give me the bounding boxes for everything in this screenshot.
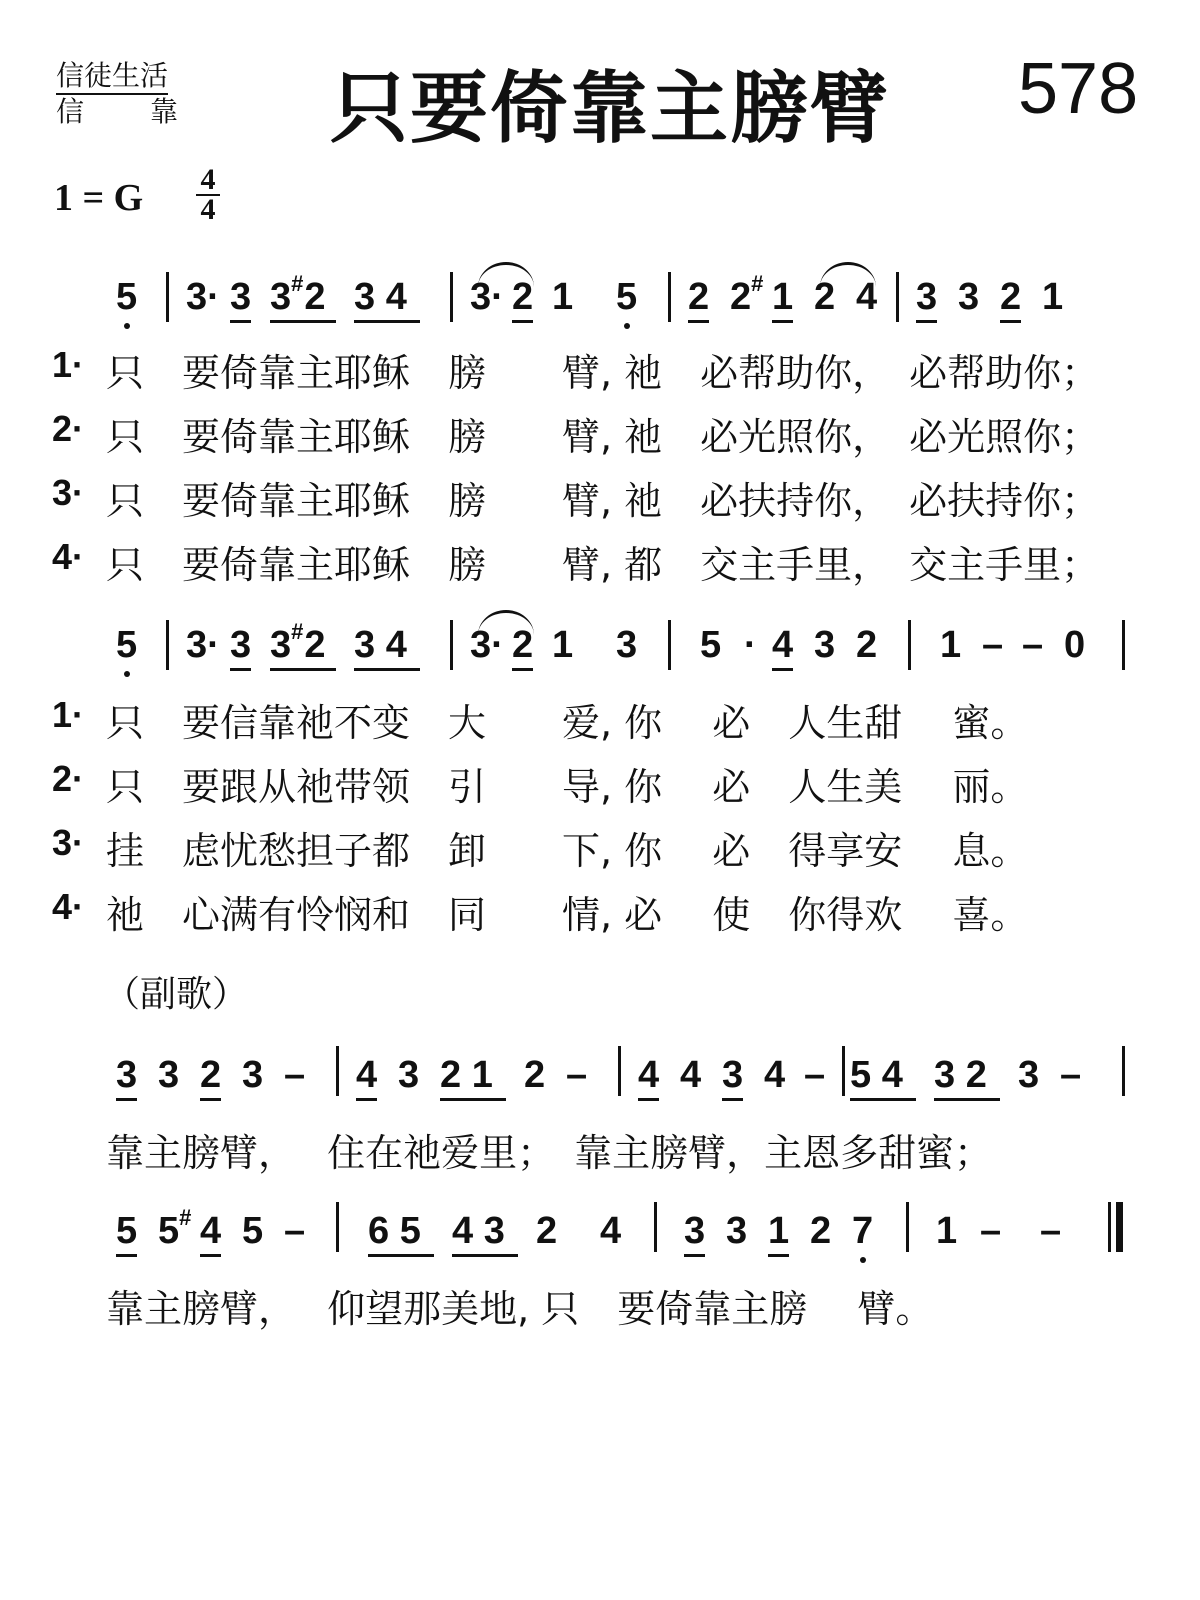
- barline: [618, 1046, 621, 1096]
- verse-number: 1·: [52, 694, 85, 735]
- notation-row-1: [0, 271, 1200, 336]
- note: 3: [398, 1054, 420, 1096]
- note-group: 3 2: [934, 1054, 1000, 1101]
- augmentation-dot: ·: [744, 624, 757, 666]
- verse-2-line-2: 只 要跟从祂带领 引 导, 你 必 人生美 丽。: [106, 765, 1029, 809]
- barline: [166, 272, 169, 322]
- dash: –: [1060, 1054, 1082, 1096]
- barline: [450, 272, 453, 322]
- refrain-lyric-2: 靠主膀臂， 仰望那美地, 只 要倚靠主膀 臂。: [106, 1287, 934, 1331]
- barline: [336, 1202, 339, 1252]
- hymn-title: 只要倚靠主膀臂: [330, 64, 891, 154]
- verse-3-line-2: 挂 虑忧愁担子都 卸 下, 你 必 得享安 息。: [106, 829, 1029, 873]
- note: 4: [600, 1210, 622, 1252]
- subcategory-char-2: 靠: [149, 95, 178, 128]
- dash: –: [980, 1210, 1002, 1252]
- barline: [668, 272, 671, 322]
- note: 3: [158, 1054, 180, 1096]
- verse-number: 3·: [52, 822, 85, 863]
- note: 3: [958, 276, 980, 318]
- note: 3: [722, 1054, 743, 1101]
- notation-row-2: [0, 619, 1200, 684]
- note: 4: [200, 1210, 221, 1257]
- note-dotted: 3·: [186, 624, 220, 666]
- note-group: 6 5: [368, 1210, 434, 1257]
- slur: [478, 610, 534, 635]
- note: 4: [680, 1054, 702, 1096]
- note: 2: [524, 1054, 546, 1096]
- time-signature-top: 4: [196, 166, 220, 196]
- category-label: 信徒生活: [56, 60, 168, 95]
- note: 5: [616, 276, 638, 318]
- note: 1: [772, 276, 793, 323]
- note: 5: [116, 276, 138, 318]
- note-group: 5 4: [850, 1054, 916, 1101]
- barline: [166, 620, 169, 670]
- slur: [478, 262, 534, 287]
- note: 1: [552, 624, 574, 666]
- barline: [450, 620, 453, 670]
- dash: –: [1022, 624, 1044, 666]
- note: 3: [616, 624, 638, 666]
- note: 5: [116, 1210, 137, 1257]
- note: 4: [764, 1054, 786, 1096]
- note: 3: [116, 1054, 137, 1101]
- note: 2: [512, 624, 533, 671]
- dash: –: [566, 1054, 588, 1096]
- dash: –: [284, 1054, 306, 1096]
- note: 3: [916, 276, 937, 323]
- verse-3-line-1: 只 要倚靠主耶稣 膀 臂, 祂 必扶持你， 必扶持你；: [106, 479, 1100, 523]
- verse-4-line-1: 只 要倚靠主耶稣 膀 臂, 都 交主手里， 交主手里；: [106, 543, 1100, 587]
- verse-2-line-1: 只 要倚靠主耶稣 膀 臂, 祂 必光照你， 必光照你；: [106, 415, 1100, 459]
- note: 5: [116, 624, 138, 666]
- barline: [654, 1202, 657, 1252]
- verse-number: 1·: [52, 344, 85, 385]
- note: 2: [1000, 276, 1021, 323]
- verse-number: 4·: [52, 886, 85, 927]
- barline: [668, 620, 671, 670]
- key-signature: 1 = G: [54, 177, 144, 219]
- dash: –: [982, 624, 1004, 666]
- note: 1: [552, 276, 574, 318]
- note: 1: [940, 624, 962, 666]
- note-group: 2#: [730, 271, 764, 318]
- refrain-lyric-1: 靠主膀臂， 住在祂爱里； 靠主膀臂，主恩多甜蜜；: [106, 1131, 993, 1175]
- note-group: 2 1: [440, 1054, 506, 1101]
- note: 7: [852, 1210, 874, 1252]
- subcategory-label: [56, 96, 178, 128]
- barline: [336, 1046, 339, 1096]
- refrain-label: （副歌）: [104, 974, 249, 1015]
- note: 2: [856, 624, 878, 666]
- barline: [908, 620, 911, 670]
- note: 3: [230, 624, 251, 671]
- note: 2: [814, 276, 836, 318]
- time-signature: [196, 163, 220, 226]
- note: 5: [242, 1210, 264, 1252]
- note: 2: [512, 276, 533, 323]
- verse-number: 2·: [52, 408, 85, 449]
- dash: –: [804, 1054, 826, 1096]
- note: 4: [856, 276, 878, 318]
- slur: [820, 262, 876, 287]
- verse-4-line-2: 祂 心满有怜悯和 同 情, 必 使 你得欢 喜。: [106, 893, 1029, 937]
- note-dotted: 3·: [470, 276, 504, 318]
- note-group: 3 4: [354, 276, 420, 323]
- note-group: 3#2: [270, 624, 336, 671]
- final-barline-thick: [1116, 1202, 1123, 1252]
- note-group: 4 3: [452, 1210, 518, 1257]
- note-group: 3 4: [354, 624, 420, 671]
- barline: [896, 272, 899, 322]
- verse-number: 4·: [52, 536, 85, 577]
- final-barline-thin: [1108, 1202, 1111, 1252]
- note: 2: [536, 1210, 558, 1252]
- note-dotted: 3·: [186, 276, 220, 318]
- barline: [1122, 620, 1125, 670]
- note: 4: [772, 624, 793, 671]
- time-signature-bottom: 4: [200, 193, 216, 226]
- note: 1: [1042, 276, 1064, 318]
- note: 2: [688, 276, 709, 323]
- note: 3: [726, 1210, 748, 1252]
- dash: –: [1040, 1210, 1062, 1252]
- verse-1-line-1: 只 要倚靠主耶稣 膀 臂, 祂 必帮助你， 必帮助你；: [106, 351, 1100, 395]
- note: 5: [700, 624, 722, 666]
- verse-1-line-2: 只 要信靠祂不变 大 爱, 你 必 人生甜 蜜。: [106, 701, 1029, 745]
- note: 3: [242, 1054, 264, 1096]
- note: 3: [1018, 1054, 1040, 1096]
- verse-number: 3·: [52, 472, 85, 513]
- subcategory-char-1: 信: [56, 95, 85, 128]
- note: 2: [810, 1210, 832, 1252]
- note-group: 3#2: [270, 276, 336, 323]
- verse-number: 2·: [52, 758, 85, 799]
- dash: –: [284, 1210, 306, 1252]
- note-dotted: 3·: [470, 624, 504, 666]
- note: 0: [1064, 624, 1086, 666]
- note: 4: [638, 1054, 659, 1101]
- notation-row-3: [0, 1054, 1200, 1114]
- notation-row-4: [0, 1205, 1200, 1270]
- note: 4: [356, 1054, 377, 1101]
- note: 3: [230, 276, 251, 323]
- barline: [906, 1202, 909, 1252]
- note: 2: [200, 1054, 221, 1101]
- hymn-number: 578: [1018, 49, 1139, 129]
- note: 3: [684, 1210, 705, 1257]
- note: 1: [768, 1210, 789, 1257]
- note-group: 5#: [158, 1205, 192, 1252]
- barline: [842, 1046, 845, 1096]
- note: 3: [814, 624, 836, 666]
- barline: [1122, 1046, 1125, 1096]
- note: 1: [936, 1210, 958, 1252]
